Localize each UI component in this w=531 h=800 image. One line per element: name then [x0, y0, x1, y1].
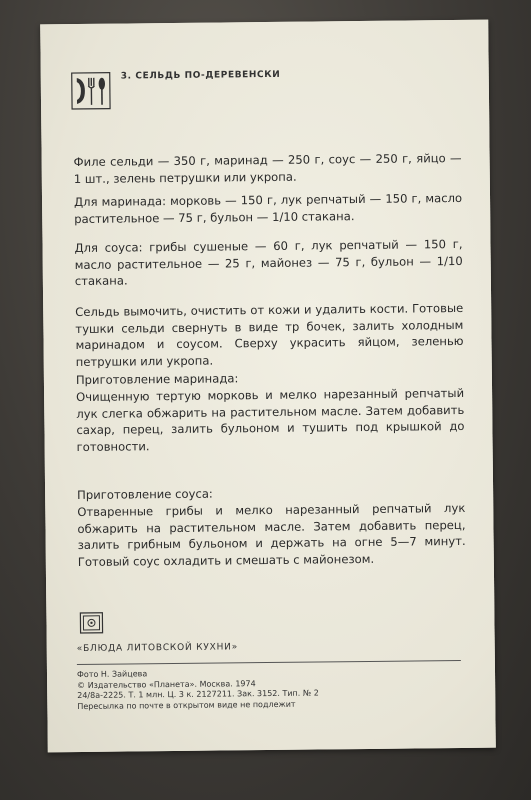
sauce-heading: Приготовление соуса: [77, 486, 213, 503]
print-info: 24/8а-2225. Т. 1 млн. Ц. 3 к. 2127211. Зак. 3152. Тип. № 2 [77, 688, 319, 701]
recipe-title: 3. СЕЛЬДЬ ПО-ДЕРЕВЕНСКИ [120, 69, 281, 82]
recipe-postcard [40, 20, 496, 753]
photo-credit: Фото Н. Зайцева [76, 669, 148, 680]
publisher-line: © Издательство «Планета». Москва. 1974 [77, 678, 256, 690]
series-title: «БЛЮДА ЛИТОВСКОЙ КУХНИ» [76, 642, 239, 655]
publication-credits [77, 666, 467, 712]
marinade-instructions: Очищенную тертую морковь и мелко нарезанный репчатый лук слегка обжарить на растительном масле. Затем добавить сахар, перец, залить бульоном и тушить под крышкой до готовности. [76, 385, 465, 454]
divider [77, 660, 461, 665]
sauce-ingredients: Для соуса: грибы сушеные — 60 г, лук репчатый — 150 г, масло растительное — 25 г, майонез — 75 г, бульон — 1/10 стакана. [74, 236, 463, 289]
preparation-instructions: Сельдь вымочить, очистить от кожи и удалить кости. Готовые тушки сельди свернуть в виде тр бочек, залить холодным маринадом и соусом. Сверху украсить яйцом, зеленью петрушки или укропа. [75, 300, 464, 369]
mailing-note: Пересылка по почте в открытом виде не подлежит [77, 699, 296, 711]
marinade-heading: Приготовление маринада: [75, 371, 239, 388]
marinade-ingredients: Для маринада: морковь — 150 г, лук репчатый — 150 г, масло растительное — 75 г, бульон — 1/10 стакана. [73, 190, 463, 226]
publisher-emblem-icon [79, 612, 103, 634]
cutlery-logo-icon [71, 72, 111, 110]
sauce-instructions: Отваренные грибы и мелко нарезанный репчатый лук обжарить на растительном масле. Затем добавить перец, залить грибным бульоном и держать на огне 5—7 минут. Готовый соус охладить и смешать с майонезом. [77, 500, 466, 569]
ingredients-list: Филе сельди — 350 г, маринад — 250 г, соус — 250 г, яйцо — 1 шт., зелень петрушки или укропа. [73, 150, 462, 186]
